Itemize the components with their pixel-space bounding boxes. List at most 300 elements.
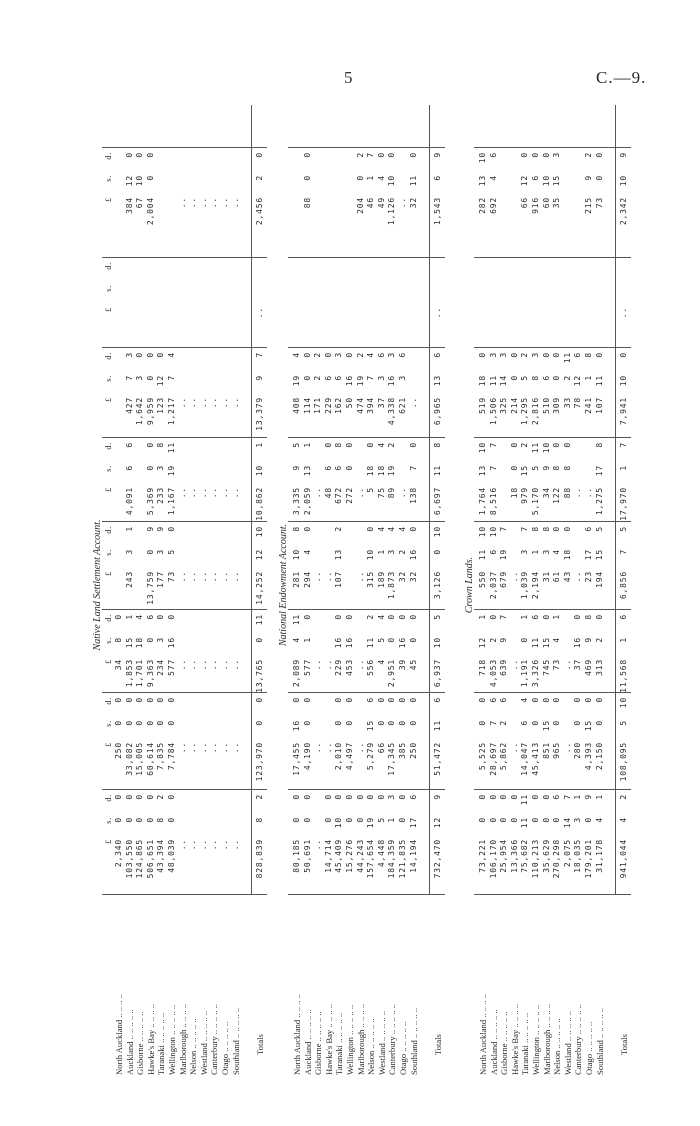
pence-cell: 2 [255, 794, 265, 800]
row-label: Nelson .. .. .. .. .. [366, 1018, 377, 1075]
shillings-cell: 10 [619, 375, 629, 387]
shillings-cell: 7 [488, 465, 498, 471]
totals-rule [615, 105, 616, 895]
pounds-cell: 1,039 [520, 571, 530, 600]
pounds-cell: 4,393 [584, 742, 593, 771]
pence-cell: 5 [433, 614, 443, 620]
shillings-cell: 11 [366, 637, 376, 649]
pence-cell: 0 [541, 697, 551, 703]
pounds-cell: .. [230, 197, 240, 209]
pence-cell: 0 [292, 697, 301, 703]
shillings-cell: 0 [408, 637, 418, 643]
pounds-cell: .. [198, 839, 208, 851]
pounds-cell: 313 [594, 659, 604, 676]
pounds-cell: 73 [167, 571, 176, 583]
pounds-cell: .. [313, 839, 323, 851]
row-label: Wellington .. .. .. .. .. [531, 1004, 541, 1075]
pounds-cell: .. [188, 659, 198, 671]
column-divider [474, 147, 631, 148]
pounds-cell: 14,252 [255, 571, 265, 605]
pence-cell: 11 [520, 794, 530, 806]
shillings-cell: 0 [345, 720, 354, 726]
unit-label: £ [104, 839, 113, 844]
unit-label: d. [104, 152, 113, 160]
unit-label: s. [104, 285, 113, 292]
column-divider [288, 692, 445, 693]
pence-cell: 0 [552, 442, 562, 448]
pounds-cell: 4,190 [302, 742, 312, 771]
pounds-cell: 17,455 [292, 742, 301, 776]
pence-cell: 8 [433, 442, 443, 448]
pounds-cell: 556 [366, 659, 376, 676]
pence-cell: 0 [488, 794, 498, 800]
shillings-cell: 10 [619, 175, 629, 187]
pence-cell: 4 [167, 352, 176, 358]
pounds-cell: 48,039 [167, 839, 176, 873]
pounds-cell: .. [323, 659, 333, 671]
row-label: Otago .. .. .. .. .. [584, 1021, 594, 1075]
shillings-cell: 4 [292, 637, 301, 643]
pounds-cell: 270,298 [552, 839, 562, 879]
pounds-cell: 309 [552, 397, 562, 414]
pence-cell: 6 [124, 442, 134, 448]
pounds-cell: 1,543 [433, 197, 443, 226]
table-row [114, 95, 125, 1075]
shillings-cell: 0 [552, 375, 562, 381]
pence-cell: 11 [531, 442, 540, 454]
pounds-cell: .. [509, 742, 519, 754]
pounds-cell: .. [408, 397, 418, 409]
pounds-cell: 17,345 [387, 742, 397, 776]
pence-cell: 8 [292, 526, 301, 532]
table-row [563, 95, 574, 1075]
shillings-cell: 0 [334, 720, 344, 726]
pence-cell: 3 [531, 352, 540, 358]
pence-cell: 0 [573, 614, 583, 620]
pounds-cell: 1,126 [387, 197, 397, 226]
pounds-cell: 2,037 [488, 571, 498, 600]
pounds-cell: .. [220, 742, 229, 754]
shillings-cell: 0 [478, 720, 487, 726]
pence-cell: 0 [594, 352, 604, 358]
shillings-cell: 16 [345, 637, 354, 649]
shillings-cell: 5 [376, 637, 386, 643]
unit-label: d. [104, 614, 113, 622]
pounds-cell: 315 [366, 571, 376, 588]
pounds-cell: .. [220, 397, 229, 409]
pounds-cell: 2,075 [562, 839, 572, 868]
pounds-cell: 39 [398, 659, 407, 671]
units-row [104, 95, 115, 1075]
shillings-cell: 0 [135, 817, 145, 823]
pounds-cell: 3,326 [531, 659, 540, 688]
shillings-cell: 6 [541, 375, 551, 381]
shillings-cell: 0 [584, 817, 593, 823]
row-label: North Auckland .. .. .. .. [292, 994, 302, 1075]
pounds-cell: 15,276 [345, 839, 354, 873]
row-label: Auckland .. .. .. .. .. [302, 1009, 313, 1075]
pounds-cell: 394 [366, 397, 376, 414]
pence-cell: 0 [302, 614, 312, 620]
pence-cell: 9 [433, 794, 443, 800]
shillings-cell: 15 [541, 720, 551, 732]
pence-cell: 2 [366, 614, 376, 620]
pounds-cell: .. [220, 197, 229, 209]
unit-label: s. [104, 375, 113, 382]
pence-cell: 2 [584, 152, 593, 158]
pence-cell: 0 [167, 697, 176, 703]
column-divider [474, 437, 631, 438]
pounds-cell: .. [255, 307, 265, 319]
pounds-cell: 639 [499, 659, 509, 676]
row-label: Otago .. .. .. .. .. [220, 1021, 230, 1075]
pounds-cell: 9,959 [145, 397, 155, 426]
pence-cell: 4 [292, 352, 301, 358]
pounds-cell: 732,470 [433, 839, 443, 879]
shillings-cell: 7 [408, 465, 418, 471]
pounds-cell: .. [177, 839, 187, 851]
pence-cell: 11 [562, 352, 572, 364]
pounds-cell: .. [355, 487, 365, 499]
table-row [313, 95, 324, 1075]
column-divider [288, 257, 445, 258]
pence-cell: 8 [334, 442, 344, 448]
pounds-cell: 325 [499, 397, 509, 414]
row-label: Westland .. .. .. .. .. [376, 1011, 387, 1075]
pounds-cell: .. [209, 197, 219, 209]
shillings-cell: 13 [478, 175, 487, 187]
pounds-cell: .. [209, 487, 219, 499]
pounds-cell: 8,516 [488, 487, 498, 516]
shillings-cell: 5 [531, 465, 540, 471]
pence-cell: 4 [387, 526, 397, 532]
shillings-cell: 0 [398, 817, 407, 823]
pence-cell: 0 [573, 697, 583, 703]
shillings-cell: 3 [156, 637, 166, 643]
table-row [520, 95, 531, 1075]
pence-cell: 7 [488, 442, 498, 448]
pounds-cell: .. [573, 487, 583, 499]
pence-cell: 0 [345, 697, 354, 703]
pounds-cell: 941,044 [619, 839, 629, 879]
column-divider [102, 894, 267, 895]
shillings-cell: 4 [552, 549, 562, 555]
table-row [409, 95, 420, 1075]
pence-cell: 0 [334, 614, 344, 620]
table-row [178, 95, 189, 1075]
column-divider [474, 257, 631, 258]
shillings-cell: 0 [573, 720, 583, 726]
shillings-cell: 9 [292, 465, 301, 471]
pounds-cell: 233 [156, 487, 166, 504]
table-row [324, 95, 335, 1075]
pounds-cell: 35,629 [541, 839, 551, 873]
pounds-cell: 4,053 [488, 659, 498, 688]
column-divider [474, 692, 631, 693]
pounds-cell: 17,970 [619, 487, 629, 521]
shillings-cell: 3 [387, 549, 397, 555]
shillings-cell: 7 [167, 375, 176, 381]
pounds-cell: 162 [334, 397, 344, 414]
column-divider [288, 521, 445, 522]
table-row [303, 95, 314, 1075]
shillings-cell: 0 [531, 817, 540, 823]
pounds-cell: 25,954 [499, 839, 509, 873]
shillings-cell: 0 [345, 817, 354, 823]
pence-cell: 0 [334, 794, 344, 800]
pence-cell: 0 [135, 352, 145, 358]
column-divider [474, 894, 631, 895]
pence-cell: 0 [541, 352, 551, 358]
pence-cell: 7 [255, 352, 265, 358]
shillings-cell: 0 [114, 817, 123, 823]
table-row [156, 95, 167, 1075]
pence-cell: 11 [292, 614, 301, 626]
pounds-cell: 408 [292, 397, 301, 414]
pounds-cell: 6,965 [433, 397, 443, 426]
pence-cell: 0 [302, 352, 312, 358]
table-row [167, 95, 178, 1075]
pence-cell: 5 [619, 526, 629, 532]
shillings-cell: 0 [135, 720, 145, 726]
pounds-cell: 3,335 [292, 487, 301, 516]
pounds-cell: .. [177, 571, 187, 583]
pounds-cell: 121,835 [398, 839, 407, 879]
shillings-cell: 18 [478, 375, 487, 387]
pence-cell: 9 [584, 794, 593, 800]
pence-cell: 0 [398, 697, 407, 703]
shillings-cell: 10 [292, 549, 301, 561]
pence-cell: 0 [509, 352, 519, 358]
pounds-cell: 50,691 [302, 839, 312, 873]
pounds-cell: 10,862 [255, 487, 265, 521]
row-label: Canterbury .. .. .. .. .. [573, 1004, 584, 1075]
pounds-cell: 2,340 [114, 839, 123, 868]
pounds-cell: 4,497 [345, 742, 354, 771]
shillings-cell: 2 [562, 375, 572, 381]
pounds-cell: 427 [124, 397, 134, 414]
shillings-cell: 6 [334, 465, 344, 471]
row-label: North Auckland .. .. .. .. [478, 994, 488, 1075]
row-label: Marlborough .. .. .. .. [177, 1003, 188, 1075]
pounds-cell: 31,178 [594, 839, 604, 873]
unit-label: d. [104, 794, 113, 802]
pounds-cell: 679 [499, 571, 509, 588]
pence-cell: 1 [573, 794, 583, 800]
pounds-cell: 272 [345, 487, 354, 504]
pounds-cell: 243 [124, 571, 134, 588]
pence-cell: 0 [167, 526, 176, 532]
unit-label: s. [104, 637, 113, 644]
shillings-cell: 18 [366, 465, 376, 477]
pounds-cell: 2,010 [334, 742, 344, 771]
pence-cell: 7 [562, 794, 572, 800]
pence-cell: 0 [145, 697, 155, 703]
shillings-cell: 0 [398, 720, 407, 726]
shillings-cell: 16 [167, 637, 176, 649]
row-label: Gisborne .. .. .. .. .. [313, 1011, 324, 1075]
shillings-cell: 3 [124, 549, 134, 555]
shillings-cell: 1 [302, 637, 312, 643]
pence-cell: 0 [345, 442, 354, 448]
pounds-cell: 171 [313, 397, 323, 414]
pounds-cell: 1,275 [594, 487, 604, 516]
pence-cell: 8 [594, 442, 604, 448]
pence-cell: 0 [334, 697, 344, 703]
shillings-cell: 9 [255, 375, 265, 381]
pence-cell: 6 [398, 352, 407, 358]
pence-cell: 0 [167, 794, 176, 800]
pence-cell: 0 [302, 697, 312, 703]
pounds-cell: 37 [376, 397, 386, 409]
pence-cell: 9 [145, 526, 155, 532]
pounds-cell: .. [230, 487, 240, 499]
row-label: Marlborough .. .. .. .. [541, 1003, 552, 1075]
shillings-cell: 3 [156, 465, 166, 471]
pounds-cell: 1,217 [167, 397, 176, 426]
pounds-cell: .. [188, 487, 198, 499]
shillings-cell: 3 [156, 549, 166, 555]
pence-cell: 4 [376, 442, 386, 448]
pounds-cell: 31 [541, 571, 551, 583]
pence-cell: 0 [552, 697, 562, 703]
pounds-cell: 1,191 [520, 659, 530, 688]
pounds-cell: 9,363 [145, 659, 155, 688]
pence-cell: 0 [255, 152, 265, 158]
column-divider [474, 609, 631, 610]
pounds-cell: 35 [552, 197, 562, 209]
shillings-cell: 2 [499, 720, 509, 726]
pounds-cell: 103,550 [124, 839, 134, 879]
pounds-cell: 184,359 [387, 839, 397, 879]
pounds-cell: 7,941 [619, 397, 629, 426]
pounds-cell: .. [313, 571, 323, 583]
shillings-cell: 0 [145, 817, 155, 823]
column-divider [288, 609, 445, 610]
pounds-cell: 1,167 [167, 487, 176, 516]
pence-cell: 8 [531, 526, 540, 532]
section-title: Crown Lands. [464, 556, 475, 614]
pounds-cell: .. [313, 487, 323, 499]
shillings-cell: 3 [520, 549, 530, 555]
pounds-cell: .. [209, 397, 219, 409]
pounds-cell: .. [323, 571, 333, 583]
pence-cell: 0 [345, 794, 354, 800]
pounds-cell: 48 [323, 487, 333, 499]
shillings-cell: 12 [156, 375, 166, 387]
pence-cell: 2 [334, 526, 344, 532]
pounds-cell: 250 [408, 742, 418, 759]
pence-cell: 6 [366, 697, 376, 703]
shillings-cell: 0 [255, 720, 265, 726]
pence-cell: 0 [531, 152, 540, 158]
pounds-cell: .. [198, 571, 208, 583]
section-title: National Endowment Account. [278, 523, 289, 647]
shillings-cell: 16 [334, 637, 344, 649]
pounds-cell: 67 [135, 197, 145, 209]
pence-cell: 0 [478, 697, 487, 703]
pounds-cell: 106,170 [488, 839, 498, 879]
pence-cell: 6 [433, 697, 443, 703]
pence-cell: 0 [135, 152, 145, 158]
pence-cell: 4 [398, 526, 407, 532]
pounds-cell: 621 [398, 397, 407, 414]
row-label: Taranaki .. .. .. .. .. [520, 1012, 531, 1075]
pence-cell: 0 [366, 526, 376, 532]
table-row [231, 95, 242, 1075]
pounds-cell: 577 [167, 659, 176, 676]
pence-cell: 8 [584, 352, 593, 358]
pounds-cell: 282 [478, 197, 487, 214]
row-label: Southland .. .. .. .. .. [594, 1007, 605, 1075]
pounds-cell: .. [188, 571, 198, 583]
shillings-cell: 6 [488, 549, 498, 555]
table-row [489, 95, 500, 1075]
shillings-cell: 11 [594, 375, 604, 387]
table-section [464, 95, 644, 1075]
pence-cell: 0 [302, 152, 312, 158]
table-row [387, 95, 398, 1075]
totals-row [433, 95, 444, 1075]
pounds-cell: .. [230, 839, 240, 851]
pounds-cell: 506,651 [145, 839, 155, 879]
pence-cell: 0 [355, 794, 365, 800]
shillings-cell: 1 [376, 549, 386, 555]
pence-cell: 1 [478, 614, 487, 620]
pence-cell: 6 [488, 697, 498, 703]
pounds-cell: 18 [509, 487, 519, 499]
report-reference: C.—9. [596, 68, 647, 87]
pounds-cell: 194 [594, 571, 604, 588]
pence-cell: 6 [584, 526, 593, 532]
shillings-cell: 0 [323, 817, 333, 823]
shillings-cell: 13 [302, 465, 312, 477]
pence-cell: 0 [167, 614, 176, 620]
shillings-cell: 0 [531, 720, 540, 726]
pence-cell: 0 [408, 442, 418, 448]
pence-cell: 0 [408, 526, 418, 532]
pounds-cell: 510 [541, 397, 551, 414]
totals-rule [251, 105, 252, 895]
pounds-cell: 7,784 [167, 742, 176, 771]
pence-cell: 0 [562, 526, 572, 532]
table-row [510, 95, 521, 1075]
pounds-cell: 45 [408, 659, 418, 671]
pence-cell: 1 [594, 794, 604, 800]
pence-cell: 3 [488, 352, 498, 358]
pence-cell: 0 [488, 614, 498, 620]
row-label: Hawke's Bay .. .. .. .. [509, 1003, 520, 1075]
pounds-cell: 18,035 [573, 839, 583, 873]
pence-cell: 0 [584, 697, 593, 703]
pence-cell: 0 [124, 152, 134, 158]
shillings-cell: 6 [433, 175, 443, 181]
pounds-cell: 4,091 [124, 487, 134, 516]
pounds-cell: 122 [552, 487, 562, 504]
pence-cell: 2 [355, 352, 365, 358]
pence-cell: 10 [433, 526, 443, 538]
row-label: Gisborne .. .. .. .. .. [499, 1011, 510, 1075]
pence-cell: 1 [255, 442, 265, 448]
shillings-cell: 0 [488, 817, 498, 823]
pounds-cell: 2,951 [387, 659, 397, 688]
row-label: Canterbury .. .. .. .. .. [387, 1004, 398, 1075]
pounds-cell: 672 [334, 487, 344, 504]
pounds-cell: .. [188, 397, 198, 409]
shillings-cell: 1 [366, 175, 376, 181]
shillings-cell: 1 [584, 375, 593, 381]
pounds-cell: .. [209, 659, 219, 671]
